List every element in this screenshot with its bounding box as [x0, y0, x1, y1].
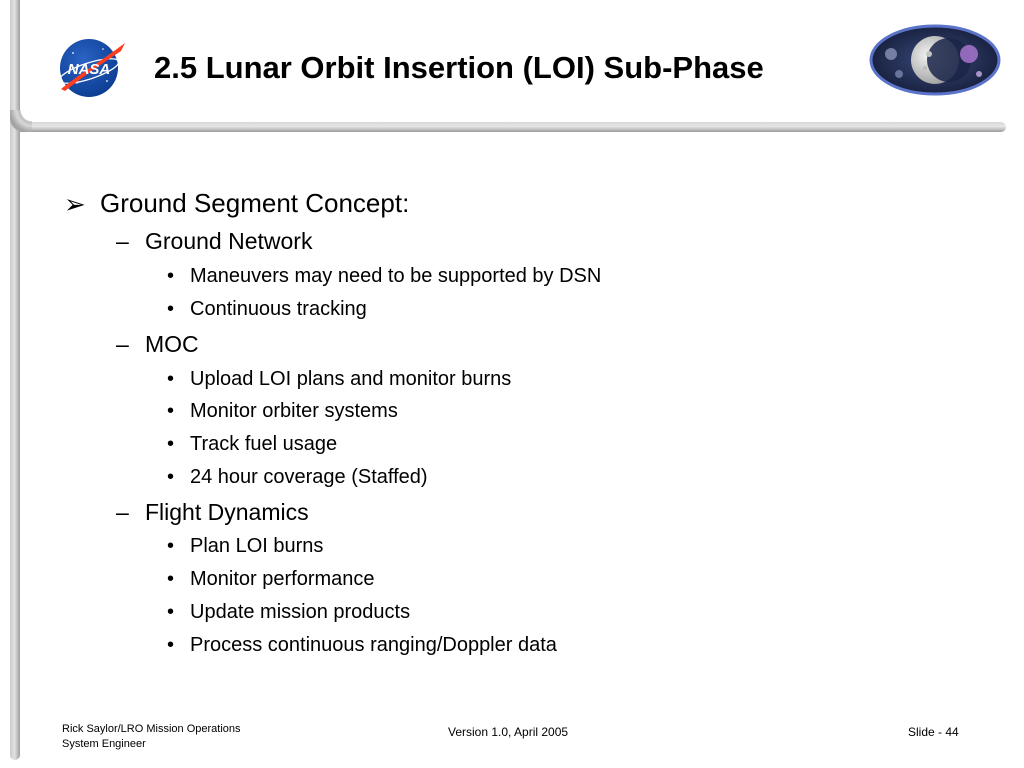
outline-item: Monitor performance: [190, 568, 375, 590]
outline-group-label: Ground Network: [145, 228, 313, 254]
dash-bullet-icon: –: [116, 499, 129, 525]
footer-author: [62, 722, 241, 752]
outline-item: Plan LOI burns: [190, 535, 324, 557]
outline-group-label: Flight Dynamics: [145, 499, 309, 525]
outline-item: Continuous tracking: [190, 298, 367, 320]
outline-heading: Ground Segment Concept:: [100, 188, 410, 218]
dot-bullet-icon: •: [167, 265, 175, 287]
outline-item: Maneuvers may need to be supported by DSN: [190, 265, 602, 287]
outline-item: 24 hour coverage (Staffed): [190, 466, 428, 488]
outline-item: Monitor orbiter systems: [190, 400, 398, 422]
outline-item: Update mission products: [190, 601, 411, 623]
dot-bullet-icon: •: [167, 368, 175, 390]
footer-version: Version 1.0, April 2005: [448, 725, 569, 739]
dash-bullet-icon: –: [116, 228, 129, 254]
outline-item: Process continuous ranging/Doppler data: [190, 634, 557, 656]
dot-bullet-icon: •: [167, 400, 175, 422]
dash-bullet-icon: –: [116, 331, 129, 357]
dot-bullet-icon: •: [167, 568, 175, 590]
outline-group-label: MOC: [145, 331, 199, 357]
dot-bullet-icon: •: [167, 466, 175, 488]
arrow-bullet-icon: ➢: [64, 189, 86, 219]
dot-bullet-icon: •: [167, 298, 175, 320]
outline-item: Upload LOI plans and monitor burns: [190, 368, 512, 390]
dot-bullet-icon: •: [167, 601, 175, 623]
footer-author-line2: System Engineer: [62, 738, 146, 750]
outline-item: Track fuel usage: [190, 433, 338, 455]
dot-bullet-icon: •: [167, 634, 175, 656]
dot-bullet-icon: •: [167, 535, 175, 557]
nasa-logo-text: NASA: [67, 61, 111, 78]
footer-slide-number: Slide - 44: [908, 725, 959, 739]
dot-bullet-icon: •: [167, 433, 175, 455]
footer-author-line1: Rick Saylor/LRO Mission Operations: [62, 723, 241, 735]
slide-title: 2.5 Lunar Orbit Insertion (LOI) Sub-Phase: [154, 50, 764, 85]
